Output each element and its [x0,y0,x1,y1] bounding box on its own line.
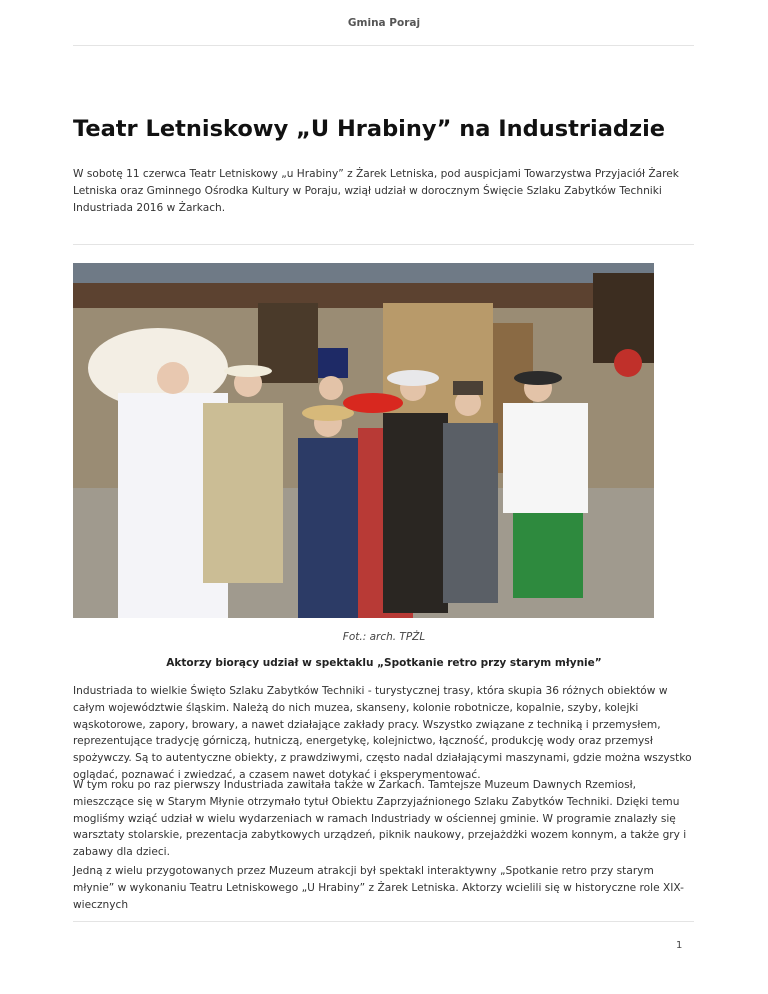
article-photo [73,263,654,618]
theatre-actors-photo [73,263,654,618]
article-lead: W sobotę 11 czerwca Teatr Letniskowy „u Hrabiny” z Żarek Letniska, pod auspicjami Towarzystwa Przyjaciół Żarek Letniska oraz Gminnego Ośrodka Kultury w Poraju, wziął udział w dorocznym Święcie Szlaku Zabytków Techniki Industriada 2016 w Żarkach. [73,168,679,214]
article-title: Teatr Letniskowy „U Hrabiny” na Industriadzie [73,116,666,142]
lead-divider [73,244,694,245]
page-number: 1 [676,940,683,951]
site-name: Gmina Poraj [347,17,421,29]
footer-divider [73,921,694,922]
article-paragraph: Jedną z wielu przygotowanych przez Muzeum atrakcji był spektakl interaktywny „Spotkanie retro przy starym młynie” w wykonaniu Teatru Letniskowego „U Hrabiny” z Żarek Letniska. Aktorzy wcielili się w historyczne role XIX-wiecznych [73,865,684,911]
photo-title: Aktorzy biorący udział w spektaklu „Spotkanie retro przy starym młynie” [166,657,602,669]
article-paragraph: Industriada to wielkie Święto Szlaku Zabytków Techniki - turystycznej trasy, która skupia 36 różnych obiektów w całym województwie śląskim. Należą do nich muzea, skanseny, kolonie robotnicze, kopalnie, szyby, kolejki wąskotorowe, zapory, browary, a nawet działające zakłady pracy. Wszystko związane z techniką i przemysłem, reprezentujące tradycję górniczą, hutniczą, energetykę, kolejnictwo, łączność, produkcję wody oraz przemysł spożywczy. Są to autentyczne obiekty, z prawdziwymi, często nadal działającymi maszynami, gdzie można wszystko oglądać, poznawać i zwiedzać, a czasem nawet dotykać i eksperymentować. [73,685,692,781]
photo-caption: Fot.: arch. TPŻL [342,631,426,643]
header-divider [73,45,694,46]
article-paragraph: W tym roku po raz pierwszy Industriada zawitała także w Żarkach. Tamtejsze Muzeum Dawnych Rzemiosł, mieszczące się w Starym Młynie otrzymało tytuł Obiektu Zaprzyjaźnionego Szlaku Zabytków Techniki. Dzięki temu mogliśmy wziąć udział w wielu wydarzeniach w ramach Industriady w ościennej gminie. W programie znalazły się warsztaty stolarskie, prezentacja zabytkowych urządzeń, piknik naukowy, przejażdżki wozem konnym, a także gry i zabawy dla dzieci. [73,779,687,859]
